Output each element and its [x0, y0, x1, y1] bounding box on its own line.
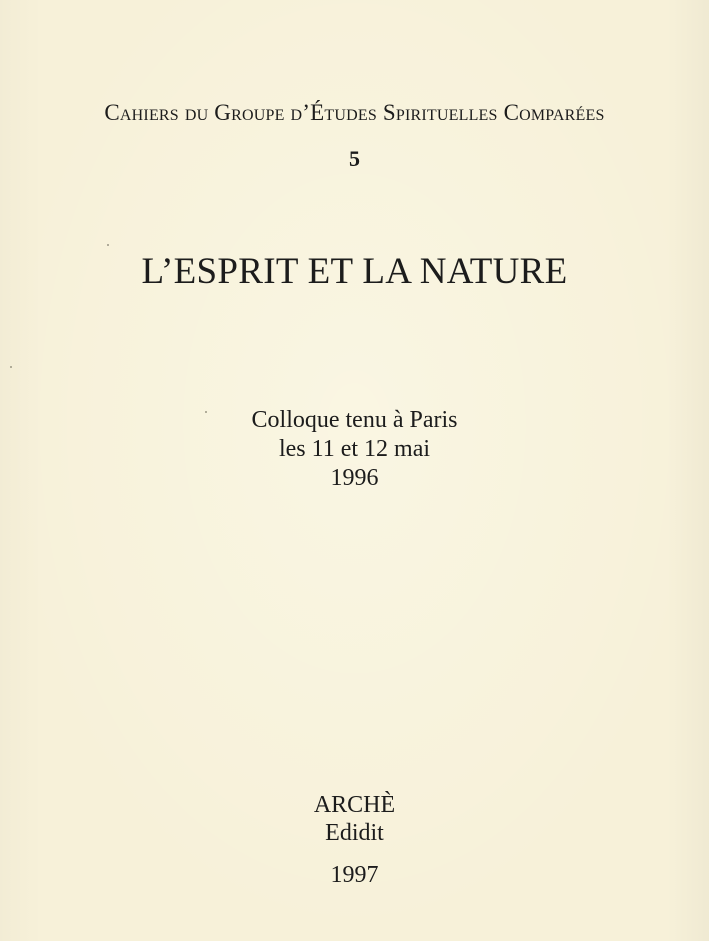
paper-speck [10, 366, 12, 368]
book-title: L’ESPRIT ET LA NATURE [141, 251, 568, 292]
conference-line-2: les 11 et 12 mai [278, 436, 431, 462]
publication-year: 1997 [330, 862, 379, 888]
paper-speck [107, 244, 109, 246]
publisher-name: ARCHÈ [313, 792, 396, 818]
volume-number: 5 [349, 146, 360, 171]
series-title: Cahiers du Groupe d’Études Spirituelles Comparées [104, 100, 605, 125]
conference-info [0, 406, 709, 493]
conference-line-3: 1996 [330, 465, 379, 491]
edidit-label: Edidit [325, 820, 384, 846]
conference-line-1: Colloque tenu à Paris [251, 407, 458, 433]
paper-speck [205, 411, 207, 413]
